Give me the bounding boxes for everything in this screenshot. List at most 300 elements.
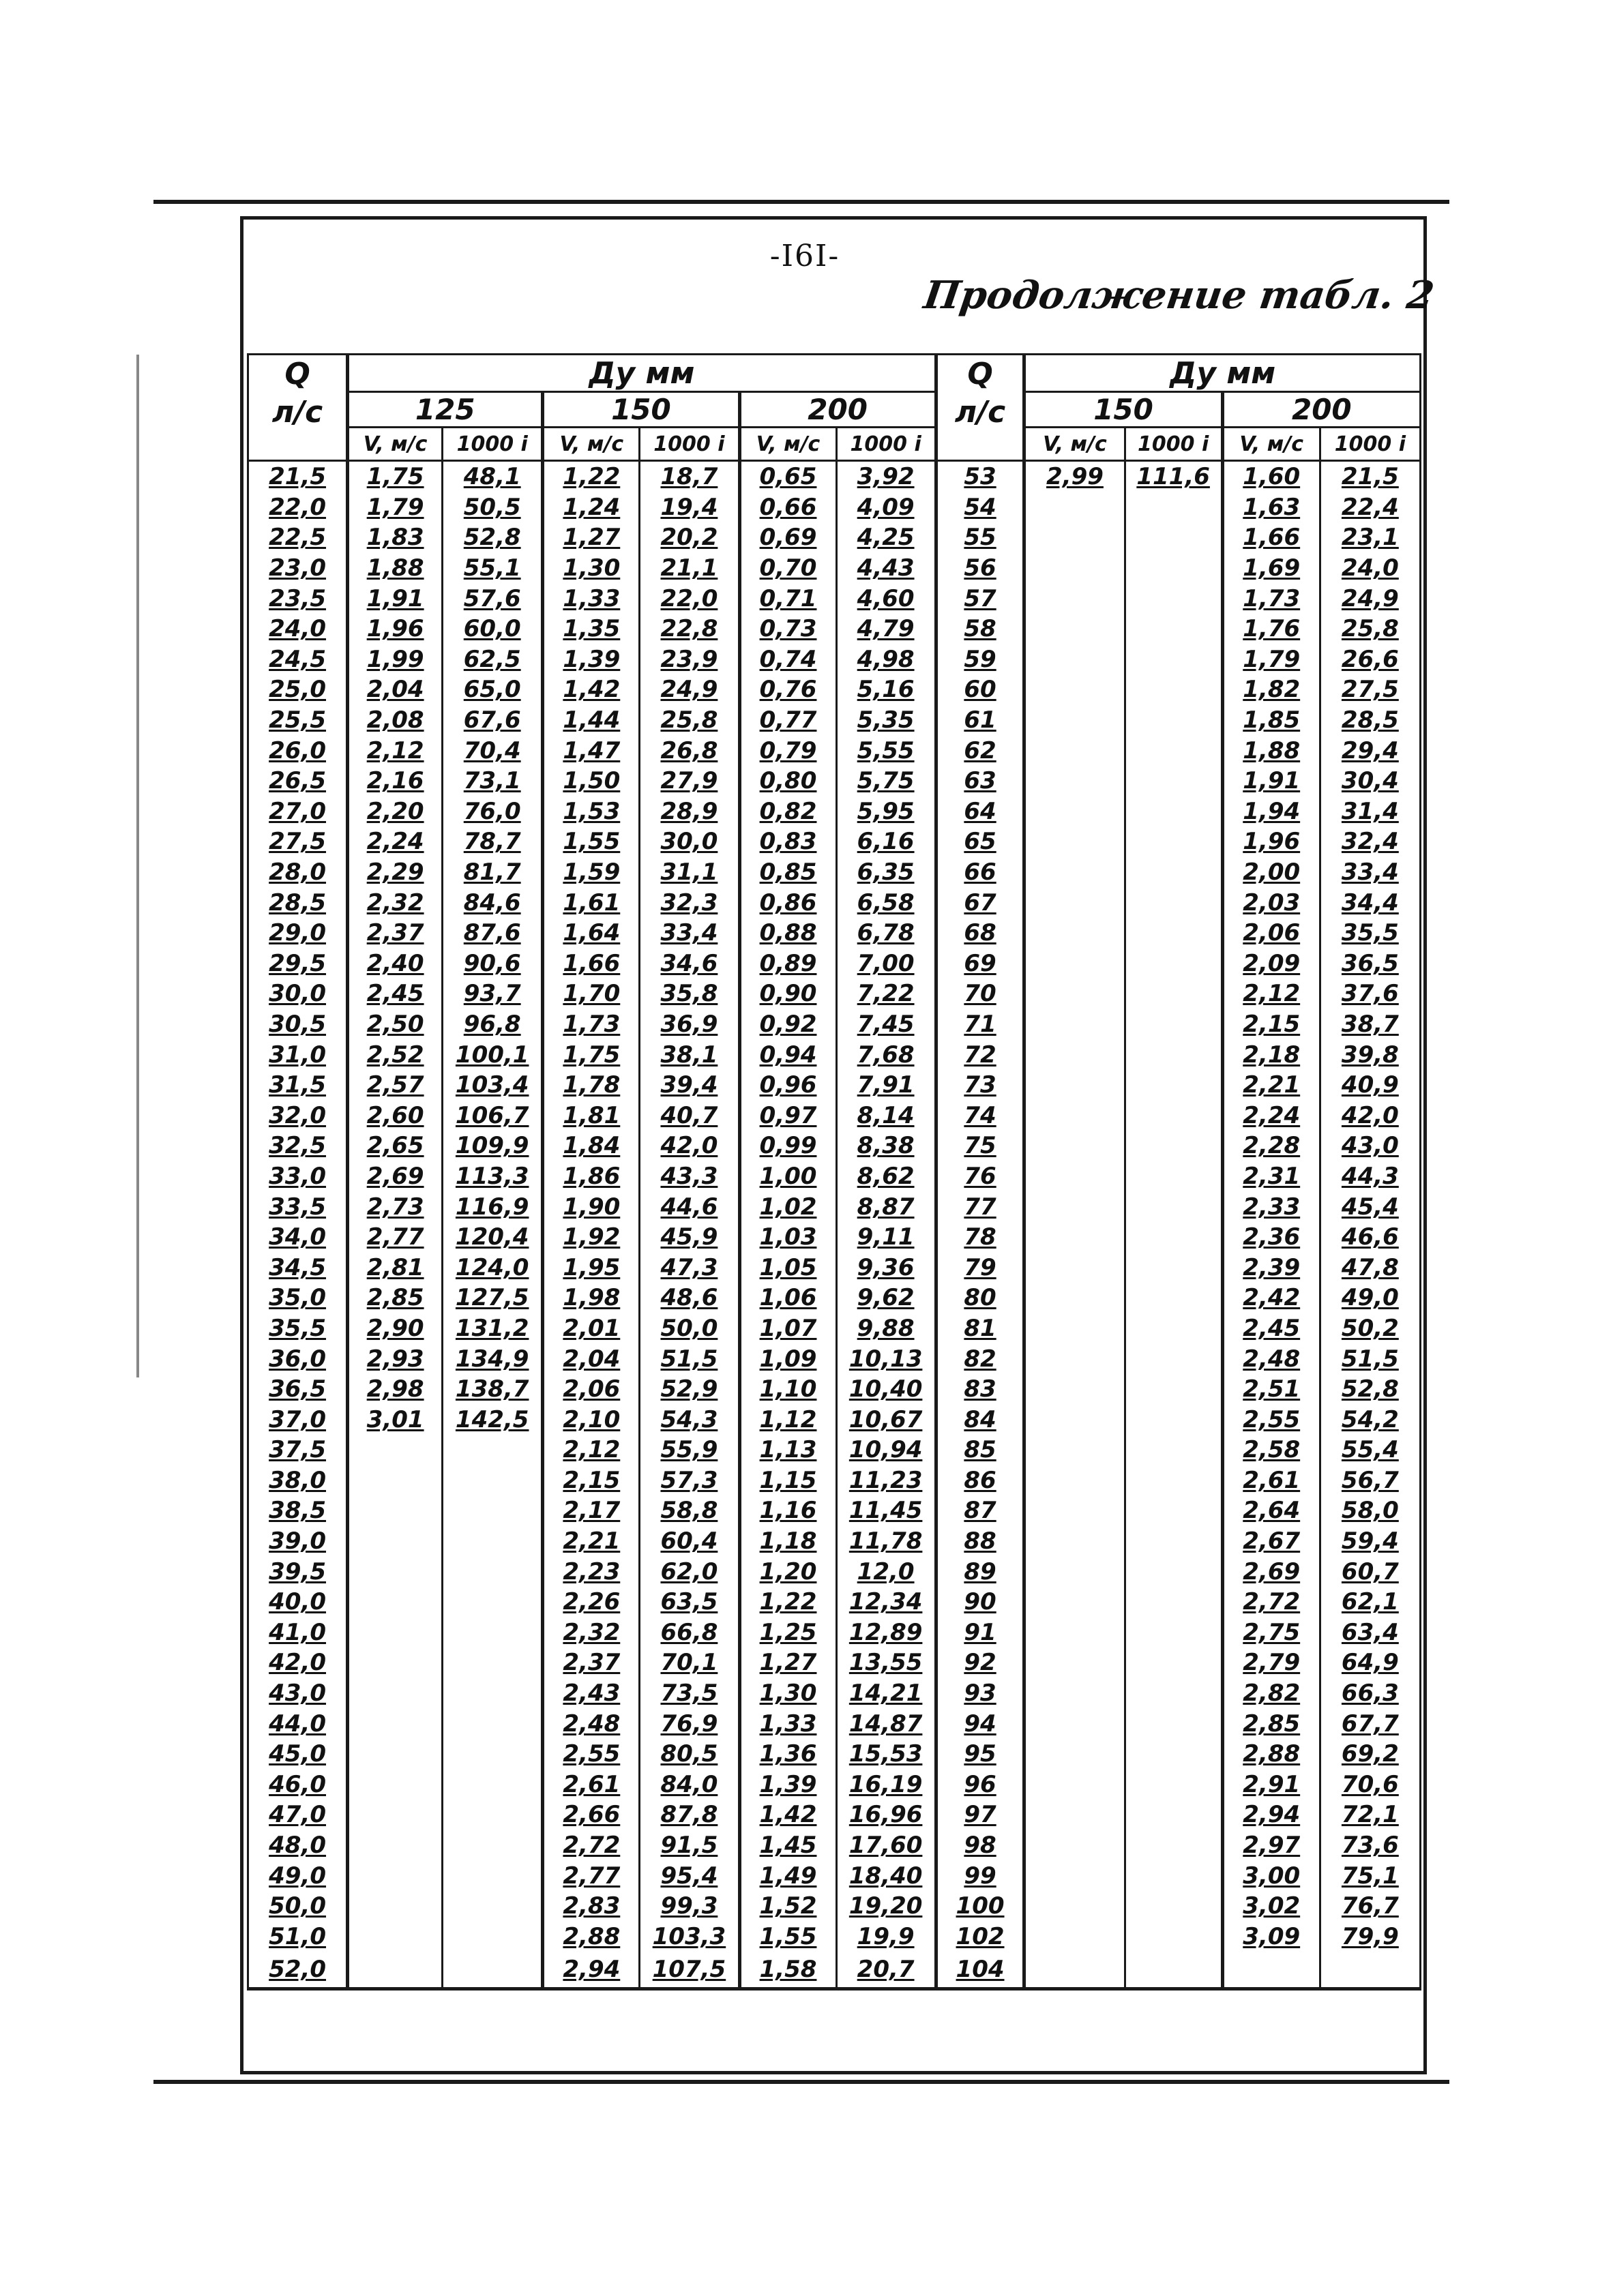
cell-value: 2,82 [1243,1680,1301,1708]
table-cell [836,826,936,857]
cell-value: 2,39 [1243,1253,1301,1281]
cell-value: 1,24 [563,493,621,521]
cell-value: 57,6 [463,584,521,612]
cell-value: 1,16 [759,1497,817,1525]
table-cell [1320,1465,1420,1496]
velocity-header: V, м/с [1222,428,1320,461]
cell-value: 61 [964,706,996,734]
cell-value: 8,14 [857,1101,915,1129]
table-cell [1024,614,1125,644]
table-cell [1222,1556,1320,1587]
cell-value: 56,7 [1341,1466,1399,1494]
loss-header: 1000 i [836,428,936,461]
table-cell [248,1860,348,1891]
cell-value: 2,69 [1243,1557,1301,1585]
table-cell [443,1131,543,1161]
table-cell [248,553,348,584]
cell-value: 106,7 [455,1101,529,1129]
cell-value: 0,92 [759,1010,817,1038]
cell-value: 1,99 [366,645,424,673]
table-cell [248,1556,348,1587]
table-cell [1024,796,1125,827]
table-cell [443,1009,543,1040]
table-cell [1024,522,1125,553]
cell-value: 2,12 [563,1436,621,1464]
table-cell [1024,1039,1125,1070]
cell-value: 52,8 [463,524,521,552]
table-cell [443,1952,543,1989]
table-row [248,1009,1421,1040]
cell-value: 69 [964,949,996,977]
table-cell [248,887,348,918]
table-cell [739,766,836,796]
cell-value: 2,99 [1046,463,1104,491]
cell-value: 1,00 [759,1162,817,1190]
cell-value: 1,84 [563,1132,621,1160]
table-cell [1222,644,1320,675]
cell-value: 70,4 [463,736,521,764]
cell-value: 67,6 [463,706,521,734]
cell-value: 70 [964,980,996,1008]
table-cell [739,492,836,523]
cell-value: 27,0 [269,797,327,825]
table-cell [248,1222,348,1253]
table-row [248,1252,1421,1283]
cell-value: 1,64 [563,919,621,947]
table-cell [1320,1526,1420,1557]
table-row [248,461,1421,492]
table-cell [936,887,1024,918]
table-cell [1320,583,1420,614]
cell-value: 2,33 [1243,1193,1301,1221]
table-row [248,1922,1421,1952]
table-cell [1222,614,1320,644]
table-cell [1222,522,1320,553]
cell-value: 1,22 [563,463,621,491]
table-cell [1125,674,1222,705]
cell-value: 62,1 [1341,1588,1399,1616]
table-cell [640,857,739,888]
cell-value: 1,45 [759,1832,817,1860]
table-cell [836,1678,936,1709]
table-cell [1222,735,1320,766]
cell-value: 36,0 [269,1345,327,1373]
table-cell [1024,1922,1125,1952]
table-cell [543,766,640,796]
table-cell [936,949,1024,979]
table-cell [936,979,1024,1009]
cell-value: 27,5 [1341,676,1399,704]
table-cell [543,1404,640,1435]
cell-value: 50,5 [463,493,521,521]
cell-value: 0,86 [759,889,817,916]
loss-header: 1000 i [640,428,739,461]
cell-value: 1,85 [1243,706,1301,734]
table-cell [348,1435,443,1465]
table-row [248,614,1421,644]
table-cell [836,1070,936,1101]
table-cell [739,1039,836,1070]
cell-value: 2,61 [1243,1466,1301,1494]
table-cell [1222,705,1320,736]
cell-value: 30,4 [1341,767,1399,795]
table-cell [1222,492,1320,523]
table-cell [936,1070,1024,1101]
table-cell [1222,1283,1320,1313]
table-cell [348,1009,443,1040]
cell-value: 2,48 [563,1710,621,1738]
table-cell [1125,1770,1222,1800]
table-cell [739,949,836,979]
cell-value: 52,9 [660,1375,718,1403]
cell-value: 42,0 [660,1132,718,1160]
cell-value: 41,0 [269,1618,327,1646]
cell-value: 2,20 [366,797,424,825]
table-cell [543,1770,640,1800]
cell-value: 1,44 [563,706,621,734]
table-cell [248,1587,348,1617]
cell-value: 59 [964,645,996,673]
table-row [248,1435,1421,1465]
table-cell [1024,1191,1125,1222]
table-cell [1222,949,1320,979]
table-cell [1125,1952,1222,1989]
cell-value: 8,38 [857,1132,915,1160]
table-cell [640,1952,739,1989]
cell-value: 1,94 [1243,797,1301,825]
table-cell [348,826,443,857]
cell-value: 81,7 [463,859,521,886]
table-cell [1125,1404,1222,1435]
table-cell [739,1283,836,1313]
table-cell [640,887,739,918]
table-cell [1320,705,1420,736]
cell-value: 2,21 [1243,1071,1301,1099]
cell-value: 2,77 [366,1223,424,1251]
table-cell [739,826,836,857]
table-cell [836,766,936,796]
table-cell [836,1465,936,1496]
cell-value: 48,1 [463,463,521,491]
table-row [248,1222,1421,1253]
cell-value: 11,78 [848,1527,923,1555]
table-cell [248,918,348,949]
table-cell [1320,1070,1420,1101]
table-cell [1320,1435,1420,1465]
cell-value: 67,7 [1341,1710,1399,1738]
table-cell [543,1313,640,1344]
table-cell [836,1100,936,1131]
cell-value: 1,75 [366,463,424,491]
page-number: -I6I- [769,239,840,273]
table-cell [1024,1495,1125,1526]
table-cell [1125,796,1222,827]
table-cell [1125,1495,1222,1526]
table-cell [836,1770,936,1800]
table-cell [248,614,348,644]
cell-value: 2,57 [366,1071,424,1099]
table-cell [836,522,936,553]
cell-value: 2,85 [366,1284,424,1312]
table-cell [1125,1800,1222,1830]
table-cell [443,1161,543,1192]
table-cell [1024,553,1125,584]
cell-value: 111,6 [1136,463,1210,491]
table-cell [248,1495,348,1526]
cell-value: 2,75 [1243,1618,1301,1646]
cell-value: 1,73 [1243,584,1301,612]
cell-value: 46,0 [269,1770,327,1798]
table-cell [543,674,640,705]
table-cell [739,553,836,584]
table-cell [543,1070,640,1101]
cell-value: 2,72 [1243,1588,1301,1616]
table-cell [1222,1070,1320,1101]
table-cell [1024,1678,1125,1709]
table-row [248,979,1421,1009]
table-cell [1320,1648,1420,1678]
table-cell [836,1009,936,1040]
table-cell [348,1131,443,1161]
cell-value: 56 [964,554,996,582]
cell-value: 35,5 [1341,919,1399,947]
table-row [248,1283,1421,1313]
table-cell [348,766,443,796]
cell-value: 77 [964,1193,996,1221]
cell-value: 131,2 [455,1314,529,1342]
cell-value: 9,88 [857,1314,915,1342]
cell-value: 2,94 [563,1956,621,1984]
cell-value: 51,5 [660,1345,718,1373]
cell-value: 48,6 [660,1284,718,1312]
table-cell [1320,979,1420,1009]
table-cell [248,674,348,705]
table-cell [543,1648,640,1678]
table-cell [640,1556,739,1587]
cell-value: 1,63 [1243,493,1301,521]
table-cell [348,1800,443,1830]
table-cell [640,1161,739,1192]
table-cell [443,1617,543,1648]
cell-value: 84,6 [463,889,521,916]
cell-value: 35,0 [269,1284,327,1312]
cell-value: 3,92 [857,463,915,491]
table-cell [836,614,936,644]
cell-value: 36,5 [1341,949,1399,977]
table-cell [248,1283,348,1313]
table-cell [1320,644,1420,675]
table-cell [1320,522,1420,553]
table-cell [1024,1161,1125,1192]
table-cell [1125,705,1222,736]
cell-value: 78 [964,1223,996,1251]
cell-value: 40,7 [660,1101,718,1129]
table-cell [1125,461,1222,492]
table-row [248,674,1421,705]
cell-value: 1,42 [563,676,621,704]
q-header-right: Q л/с [936,355,1024,461]
table-cell [836,1039,936,1070]
table-cell [1320,796,1420,827]
table-cell [640,614,739,644]
cell-value: 104 [956,1956,1005,1984]
table-cell [739,1860,836,1891]
table-cell [1320,1313,1420,1344]
cell-value: 23,0 [269,554,327,582]
cell-value: 1,10 [759,1375,817,1403]
table-cell [443,1283,543,1313]
cell-value: 20,7 [857,1956,915,1984]
table-cell [248,522,348,553]
cell-value: 66 [964,859,996,886]
table-cell [248,1070,348,1101]
table-cell [1024,1252,1125,1283]
cell-value: 1,35 [563,615,621,643]
table-cell [543,1495,640,1526]
cell-value: 1,78 [563,1071,621,1099]
table-row [248,1678,1421,1709]
table-cell [936,918,1024,949]
table-cell [248,1800,348,1830]
cell-value: 68 [964,919,996,947]
table-cell [640,1830,739,1861]
table-row [248,583,1421,614]
hydraulic-table [247,353,1421,1991]
table-cell [1222,1343,1320,1374]
table-cell [543,1343,640,1374]
table-cell [248,766,348,796]
table-cell [248,1678,348,1709]
table-cell [1024,1708,1125,1739]
table-cell [543,1374,640,1405]
table-cell [443,1770,543,1800]
cell-value: 2,43 [563,1680,621,1708]
cell-value: 2,66 [563,1801,621,1829]
table-cell [936,522,1024,553]
table-cell [443,1465,543,1496]
cell-value: 1,52 [759,1892,817,1920]
cell-value: 10,67 [848,1405,923,1433]
cell-value: 2,18 [1243,1041,1301,1069]
table-cell [1320,1039,1420,1070]
cell-value: 22,4 [1341,493,1399,521]
cell-value: 2,16 [366,767,424,795]
cell-value: 1,22 [759,1588,817,1616]
cell-value: 60,0 [463,615,521,643]
table-cell [836,1191,936,1222]
cell-value: 44,3 [1341,1162,1399,1190]
table-cell [836,1313,936,1344]
table-cell [248,1770,348,1800]
table-cell [443,857,543,888]
cell-value: 2,94 [1243,1801,1301,1829]
table-cell [248,1161,348,1192]
table-cell [1320,1770,1420,1800]
table-cell [248,1526,348,1557]
table-cell [739,1800,836,1830]
table-cell [836,1952,936,1989]
cell-value: 0,99 [759,1132,817,1160]
bottom-rule [153,2080,1449,2084]
cell-value: 1,03 [759,1223,817,1251]
table-cell [739,1648,836,1678]
table-cell [640,826,739,857]
dy-header-left: Ду мм [348,355,936,392]
table-cell [640,1070,739,1101]
velocity-header: V, м/с [1024,428,1125,461]
cell-value: 1,90 [563,1193,621,1221]
cell-value: 2,32 [366,889,424,916]
cell-value: 4,60 [857,584,915,612]
table-cell [543,1465,640,1496]
cell-value: 99,3 [660,1892,718,1920]
table-cell [543,826,640,857]
table-cell [640,1222,739,1253]
table-cell [443,1526,543,1557]
table-cell [936,796,1024,827]
table-cell [836,1922,936,1952]
cell-value: 57,3 [660,1466,718,1494]
table-cell [248,796,348,827]
table-cell [836,949,936,979]
table-cell [1125,1039,1222,1070]
cell-value: 2,04 [563,1345,621,1373]
table-row [248,1617,1421,1648]
table-cell [543,887,640,918]
cell-value: 0,85 [759,859,817,886]
table-cell [1320,553,1420,584]
table-cell [1024,1404,1125,1435]
cell-value: 7,22 [857,980,915,1008]
cell-value: 72 [964,1041,996,1069]
cell-value: 1,39 [759,1770,817,1798]
table-cell [348,1100,443,1131]
cell-value: 8,87 [857,1193,915,1221]
table-cell [543,1617,640,1648]
table-cell [1320,1009,1420,1040]
table-cell [443,1922,543,1952]
table-cell [739,1222,836,1253]
table-cell [1125,735,1222,766]
table-cell [936,826,1024,857]
loss-header: 1000 i [1125,428,1222,461]
table-cell [543,522,640,553]
table-row [248,1526,1421,1557]
cell-value: 36,5 [269,1375,327,1403]
table-cell [248,1009,348,1040]
cell-value: 1,33 [563,584,621,612]
table-cell [1024,1100,1125,1131]
table-cell [443,1343,543,1374]
cell-value: 52,8 [1341,1375,1399,1403]
cell-value: 34,6 [660,949,718,977]
table-cell [936,1526,1024,1557]
cell-value: 14,87 [848,1710,923,1738]
table-row [248,1161,1421,1192]
velocity-header: V, м/с [739,428,836,461]
cell-value: 2,72 [563,1832,621,1860]
table-cell [1125,918,1222,949]
cell-value: 24,9 [660,676,718,704]
cell-value: 1,83 [366,524,424,552]
table-cell [543,644,640,675]
table-cell [640,1922,739,1952]
table-cell [348,1830,443,1861]
cell-value: 70,1 [660,1649,718,1677]
cell-value: 31,4 [1341,797,1399,825]
table-cell [348,1252,443,1283]
table-cell [640,1131,739,1161]
